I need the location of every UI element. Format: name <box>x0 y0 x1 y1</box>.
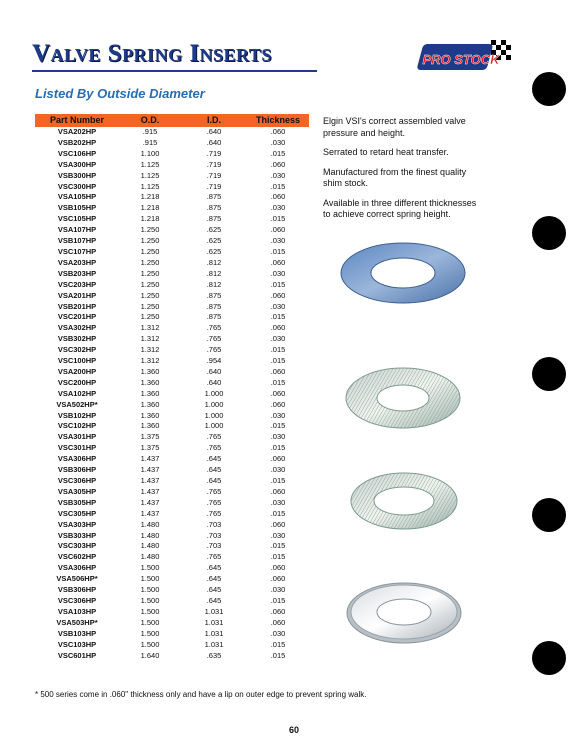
thickness-cell: .060 <box>270 257 286 267</box>
thickness-cell: .030 <box>270 432 286 442</box>
thickness-cell: .060 <box>270 323 286 333</box>
parts-table <box>35 114 309 661</box>
column-header-part-number: Part Number <box>35 114 119 127</box>
id-cell: .703 <box>206 541 222 551</box>
part-number-cell: VSB203HP <box>57 268 97 278</box>
id-cell: .703 <box>206 530 222 540</box>
od-cell: .915 <box>142 127 158 136</box>
part-number-cell: VSA203HP <box>57 257 97 267</box>
thickness-cell: .060 <box>270 399 286 409</box>
od-cell: 1.500 <box>140 617 160 627</box>
id-cell: .640 <box>206 366 222 376</box>
part-number-cell: VSC200HP <box>57 377 97 387</box>
thickness-cell: .060 <box>270 606 286 616</box>
thickness-cell: .015 <box>270 312 286 322</box>
thickness-cell: .030 <box>270 268 286 278</box>
table-row <box>35 400 309 411</box>
part-number-cell: VSC300HP <box>57 181 97 191</box>
od-cell: 1.360 <box>140 410 160 420</box>
part-number-cell: VSB107HP <box>57 236 97 246</box>
thickness-cell: .030 <box>270 301 286 311</box>
plain-washer-image <box>338 240 468 306</box>
part-number-cell: VSB300HP <box>57 170 97 180</box>
table-row <box>35 182 309 193</box>
thickness-cell: .060 <box>270 366 286 376</box>
id-cell: .765 <box>206 323 222 333</box>
table-row <box>35 574 309 585</box>
table-row <box>35 432 309 443</box>
od-cell: 1.312 <box>140 356 160 366</box>
id-cell: .645 <box>206 454 222 464</box>
id-cell: 1.031 <box>204 628 224 638</box>
part-number-cell: VSC105HP <box>57 214 97 224</box>
thickness-cell: .060 <box>270 454 286 464</box>
part-number-cell: VSA107HP <box>57 225 97 235</box>
thickness-cell: .015 <box>270 356 286 366</box>
part-number-cell: VSC107HP <box>57 246 97 256</box>
od-cell: 1.312 <box>140 334 160 344</box>
thickness-cell: .015 <box>270 279 286 289</box>
od-cell: 1.480 <box>140 552 160 562</box>
part-number-cell: VSC201HP <box>57 312 97 322</box>
table-row <box>35 247 309 258</box>
part-number-cell: VSA502HP* <box>56 399 98 409</box>
table-row <box>35 269 309 280</box>
part-number-cell: VSB105HP <box>57 203 97 213</box>
od-cell: 1.640 <box>140 650 160 660</box>
id-cell: .640 <box>206 127 222 136</box>
table-row <box>35 345 309 356</box>
part-number-cell: VSC305HP <box>57 508 97 518</box>
id-cell: .765 <box>206 334 222 344</box>
column-header-thickness: Thickness <box>247 114 309 127</box>
thickness-cell: .060 <box>270 388 286 398</box>
thickness-cell: .030 <box>270 465 286 475</box>
part-number-cell: VSC102HP <box>57 421 97 431</box>
logo-text: PRO STOCK <box>422 52 500 67</box>
id-cell: .875 <box>206 214 222 224</box>
od-cell: 1.437 <box>140 454 160 464</box>
serrated-washer-image <box>343 365 463 431</box>
od-cell: 1.480 <box>140 541 160 551</box>
table-row <box>35 127 309 138</box>
thickness-cell: .030 <box>270 497 286 507</box>
table-row <box>35 421 309 432</box>
id-cell: .765 <box>206 432 222 442</box>
part-number-cell: VSB305HP <box>57 497 97 507</box>
part-number-cell: VSA303HP <box>57 519 97 529</box>
table-row <box>35 367 309 378</box>
thickness-cell: .030 <box>270 137 286 147</box>
id-cell: .812 <box>206 279 222 289</box>
id-cell: .765 <box>206 552 222 562</box>
section-subtitle: Listed By Outside Diameter <box>35 86 205 101</box>
table-row <box>35 171 309 182</box>
thickness-cell: .030 <box>270 203 286 213</box>
table-row <box>35 520 309 531</box>
id-cell: .719 <box>206 148 222 158</box>
thickness-cell: .030 <box>270 585 286 595</box>
od-cell: 1.480 <box>140 530 160 540</box>
thickness-cell: .015 <box>270 650 286 660</box>
thickness-cell: .030 <box>270 236 286 246</box>
table-row <box>35 280 309 291</box>
table-row <box>35 291 309 302</box>
binder-hole <box>532 72 566 106</box>
table-row <box>35 487 309 498</box>
od-cell: 1.375 <box>140 432 160 442</box>
id-cell: .625 <box>206 236 222 246</box>
binder-hole <box>532 357 566 391</box>
id-cell: 1.031 <box>204 639 224 649</box>
od-cell: 1.250 <box>140 246 160 256</box>
od-cell: .915 <box>142 137 158 147</box>
part-number-cell: VSA102HP <box>57 388 97 398</box>
part-number-cell: VSB202HP <box>57 137 97 147</box>
thickness-cell: .015 <box>270 214 286 224</box>
id-cell: 1.031 <box>204 617 224 627</box>
id-cell: .719 <box>206 170 222 180</box>
footnote: * 500 series come in .060" thickness only and have a lip on outer edge to prevent spring walk. <box>35 690 367 699</box>
od-cell: 1.500 <box>140 639 160 649</box>
thickness-cell: .015 <box>270 508 286 518</box>
id-cell: .645 <box>206 574 222 584</box>
id-cell: .719 <box>206 181 222 191</box>
table-row <box>35 454 309 465</box>
part-number-cell: VSC301HP <box>57 443 97 453</box>
table-row <box>35 389 309 400</box>
od-cell: 1.500 <box>140 574 160 584</box>
od-cell: 1.250 <box>140 301 160 311</box>
od-cell: 1.250 <box>140 236 160 246</box>
table-row <box>35 192 309 203</box>
id-cell: .875 <box>206 290 222 300</box>
part-number-cell: VSA506HP* <box>56 574 98 584</box>
part-number-cell: VSA105HP <box>57 192 97 202</box>
id-cell: 1.000 <box>204 410 224 420</box>
part-number-cell: VSC602HP <box>57 552 97 562</box>
od-cell: 1.375 <box>140 443 160 453</box>
od-cell: 1.437 <box>140 486 160 496</box>
od-cell: 1.437 <box>140 465 160 475</box>
thickness-cell: .060 <box>270 127 286 136</box>
id-cell: .640 <box>206 137 222 147</box>
thickness-cell: .015 <box>270 421 286 431</box>
thickness-cell: .015 <box>270 552 286 562</box>
thickness-cell: .015 <box>270 639 286 649</box>
table-row <box>35 312 309 323</box>
lipped-washer-image <box>344 580 464 646</box>
od-cell: 1.360 <box>140 377 160 387</box>
od-cell: 1.437 <box>140 476 160 485</box>
part-number-cell: VSA306HP <box>57 563 97 573</box>
od-cell: 1.125 <box>140 181 160 191</box>
description-line: Manufactured from the finest quality shim stock. <box>323 166 467 188</box>
od-cell: 1.250 <box>140 268 160 278</box>
id-cell: .703 <box>206 519 222 529</box>
id-cell: .719 <box>206 159 222 169</box>
od-cell: 1.480 <box>140 519 160 529</box>
table-header-row <box>35 114 309 127</box>
id-cell: .645 <box>206 595 222 605</box>
thickness-cell: .060 <box>270 617 286 627</box>
thickness-cell: .015 <box>270 345 286 355</box>
thickness-cell: .060 <box>270 574 286 584</box>
part-number-cell: VSC601HP <box>57 650 97 660</box>
od-cell: 1.500 <box>140 606 160 616</box>
part-number-cell: VSC100HP <box>57 356 97 366</box>
table-row <box>35 236 309 247</box>
column-header-id: I.D. <box>181 114 247 127</box>
od-cell: 1.218 <box>140 192 160 202</box>
part-number-cell: VSA306HP <box>57 454 97 464</box>
binder-hole <box>532 216 566 250</box>
binder-hole <box>532 641 566 675</box>
table-row <box>35 651 309 662</box>
part-number-cell: VSA305HP <box>57 486 97 496</box>
part-number-cell: VSB306HP <box>57 465 97 475</box>
thickness-cell: .015 <box>270 148 286 158</box>
id-cell: .765 <box>206 508 222 518</box>
id-cell: .875 <box>206 203 222 213</box>
binder-hole <box>532 498 566 532</box>
id-cell: .645 <box>206 476 222 485</box>
od-cell: 1.218 <box>140 203 160 213</box>
description-block <box>323 116 483 229</box>
id-cell: .635 <box>206 650 222 660</box>
part-number-cell: VSC303HP <box>57 541 97 551</box>
thickness-cell: .015 <box>270 443 286 453</box>
id-cell: 1.031 <box>204 606 224 616</box>
id-cell: .640 <box>206 377 222 387</box>
part-number-cell: VSB303HP <box>57 530 97 540</box>
od-cell: 1.250 <box>140 257 160 267</box>
thickness-cell: .060 <box>270 290 286 300</box>
id-cell: .625 <box>206 225 222 235</box>
table-row <box>35 302 309 313</box>
thickness-cell: .060 <box>270 486 286 496</box>
od-cell: 1.360 <box>140 399 160 409</box>
table-row <box>35 552 309 563</box>
id-cell: .875 <box>206 301 222 311</box>
column-header-od: O.D. <box>119 114 181 127</box>
thickness-cell: .060 <box>270 563 286 573</box>
thickness-cell: .015 <box>270 541 286 551</box>
table-row <box>35 563 309 574</box>
id-cell: .645 <box>206 563 222 573</box>
id-cell: .765 <box>206 486 222 496</box>
thickness-cell: .030 <box>270 628 286 638</box>
table-row <box>35 531 309 542</box>
id-cell: .765 <box>206 345 222 355</box>
thickness-cell: .060 <box>270 159 286 169</box>
table-row <box>35 378 309 389</box>
part-number-cell: VSA302HP <box>57 323 97 333</box>
id-cell: .765 <box>206 443 222 453</box>
part-number-cell: VSA300HP <box>57 159 97 169</box>
od-cell: 1.360 <box>140 421 160 431</box>
od-cell: 1.360 <box>140 366 160 376</box>
part-number-cell: VSB102HP <box>57 410 97 420</box>
thickness-cell: .060 <box>270 192 286 202</box>
table-row <box>35 323 309 334</box>
thickness-cell: .030 <box>270 410 286 420</box>
description-line: Available in three different thicknesses to achieve correct spring height. <box>323 197 477 219</box>
part-number-cell: VSB201HP <box>57 301 97 311</box>
thickness-cell: .015 <box>270 246 286 256</box>
od-cell: 1.360 <box>140 388 160 398</box>
pro-stock-logo <box>413 38 513 78</box>
od-cell: 1.125 <box>140 170 160 180</box>
table-row <box>35 149 309 160</box>
part-number-cell: VSA503HP* <box>56 617 98 627</box>
od-cell: 1.437 <box>140 508 160 518</box>
part-number-cell: VSA201HP <box>57 290 97 300</box>
part-number-cell: VSB306HP <box>57 585 97 595</box>
id-cell: .954 <box>206 356 222 366</box>
title-underline <box>32 70 317 72</box>
od-cell: 1.218 <box>140 214 160 224</box>
part-number-cell: VSC306HP <box>57 595 97 605</box>
table-row <box>35 607 309 618</box>
part-number-cell: VSC103HP <box>57 639 97 649</box>
part-number-cell: VSC203HP <box>57 279 97 289</box>
table-row <box>35 203 309 214</box>
thickness-cell: .015 <box>270 595 286 605</box>
od-cell: 1.250 <box>140 290 160 300</box>
part-number-cell: VSC302HP <box>57 345 97 355</box>
table-row <box>35 160 309 171</box>
od-cell: 1.312 <box>140 323 160 333</box>
id-cell: .765 <box>206 497 222 507</box>
od-cell: 1.125 <box>140 159 160 169</box>
id-cell: .875 <box>206 192 222 202</box>
id-cell: .812 <box>206 257 222 267</box>
part-number-cell: VSA200HP <box>57 366 97 376</box>
table-row <box>35 476 309 487</box>
od-cell: 1.500 <box>140 585 160 595</box>
table-row <box>35 509 309 520</box>
table-row <box>35 465 309 476</box>
table-row <box>35 334 309 345</box>
thickness-cell: .015 <box>270 476 286 485</box>
table-row <box>35 138 309 149</box>
table-row <box>35 498 309 509</box>
table-row <box>35 629 309 640</box>
id-cell: .645 <box>206 585 222 595</box>
od-cell: 1.500 <box>140 563 160 573</box>
table-row <box>35 618 309 629</box>
page-number: 60 <box>288 725 299 735</box>
table-row <box>35 225 309 236</box>
table-row <box>35 541 309 552</box>
id-cell: .625 <box>206 246 222 256</box>
table-row <box>35 443 309 454</box>
parts-table-body <box>35 127 309 661</box>
thickness-cell: .030 <box>270 170 286 180</box>
part-number-cell: VSA103HP <box>57 606 97 616</box>
description-line: Serrated to retard heat transfer. <box>323 147 449 157</box>
od-cell: 1.437 <box>140 497 160 507</box>
od-cell: 1.250 <box>140 279 160 289</box>
description-line: Elgin VSI's correct assembled valve pressure and height. <box>323 116 466 138</box>
part-number-cell: VSA202HP <box>57 127 97 136</box>
thickness-cell: .060 <box>270 519 286 529</box>
table-row <box>35 585 309 596</box>
part-number-cell: VSC106HP <box>57 148 97 158</box>
part-number-cell: VSB302HP <box>57 334 97 344</box>
table-row <box>35 411 309 422</box>
thickness-cell: .030 <box>270 530 286 540</box>
part-number-cell: VSB103HP <box>57 628 97 638</box>
id-cell: 1.000 <box>204 421 224 431</box>
od-cell: 1.100 <box>140 148 160 158</box>
table-row <box>35 356 309 367</box>
id-cell: 1.000 <box>204 388 224 398</box>
id-cell: .875 <box>206 312 222 322</box>
thickness-cell: .015 <box>270 181 286 191</box>
thickness-cell: .060 <box>270 225 286 235</box>
od-cell: 1.500 <box>140 628 160 638</box>
serrated-washer-image <box>348 470 460 532</box>
table-row <box>35 640 309 651</box>
od-cell: 1.250 <box>140 312 160 322</box>
id-cell: .812 <box>206 268 222 278</box>
page-title: Valve Spring Inserts <box>32 40 272 67</box>
part-number-cell: VSA301HP <box>57 432 97 442</box>
od-cell: 1.312 <box>140 345 160 355</box>
part-number-cell: VSC306HP <box>57 476 97 485</box>
id-cell: 1.000 <box>204 399 224 409</box>
thickness-cell: .030 <box>270 334 286 344</box>
od-cell: 1.500 <box>140 595 160 605</box>
od-cell: 1.250 <box>140 225 160 235</box>
id-cell: .645 <box>206 465 222 475</box>
table-row <box>35 214 309 225</box>
table-row <box>35 596 309 607</box>
table-row <box>35 258 309 269</box>
thickness-cell: .015 <box>270 377 286 387</box>
